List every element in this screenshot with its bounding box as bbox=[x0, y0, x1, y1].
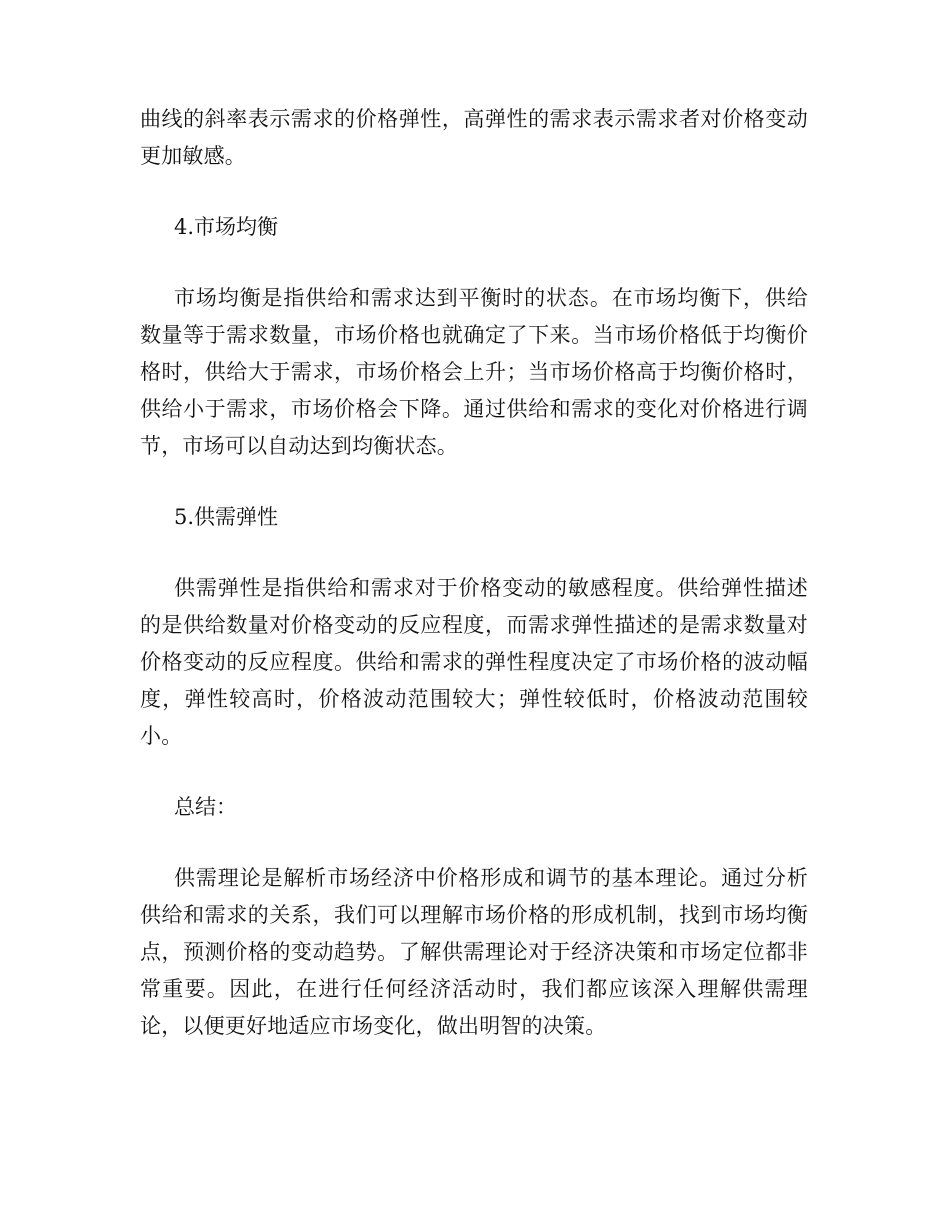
paragraph-gap bbox=[140, 175, 808, 209]
paragraph-summary: 供需理论是解析市场经济中价格形成和调节的基本理论。通过分析供给和需求的关系，我们可以理解市场价格的形成机制，找到市场均衡点，预测价格的变动趋势。了解供需理论对于经济决策和市场定位都非常重要。因此，在进行任何经济活动时，我们都应该深入理解供需理论，以便更好地适应市场变化，做出明智的决策。 bbox=[140, 866, 808, 1038]
paragraph-gap bbox=[140, 465, 808, 499]
paragraph-elasticity: 供需弹性是指供给和需求对于价格变动的敏感程度。供给弹性描述的是供给数量对价格变动的反应程度，而需求弹性描述的是需求数量对价格变动的反应程度。供给和需求的弹性程度决定了市场价格的波动幅度，弹性较高时，价格波动范围较大；弹性较低时，价格波动范围较小。 bbox=[140, 576, 808, 748]
section-heading-summary: 总结： bbox=[174, 795, 237, 819]
paragraph-gap bbox=[140, 755, 808, 789]
document-body bbox=[140, 101, 808, 1045]
paragraph-gap bbox=[140, 826, 808, 860]
paragraph-gap bbox=[140, 246, 808, 280]
paragraph-gap bbox=[140, 536, 808, 570]
paragraph-continuation: 曲线的斜率表示需求的价格弹性，高弹性的需求表示需求者对价格变动更加敏感。 bbox=[140, 107, 808, 168]
section-heading-market-equilibrium: 4.市场均衡 bbox=[174, 215, 279, 239]
section-heading-elasticity: 5.供需弹性 bbox=[174, 505, 279, 529]
paragraph-market-equilibrium: 市场均衡是指供给和需求达到平衡时的状态。在市场均衡下，供给数量等于需求数量，市场价格也就确定了下来。当市场价格低于均衡价格时，供给大于需求，市场价格会上升；当市场价格高于均衡价格时，供给小于需求，市场价格会下降。通过供给和需求的变化对价格进行调节，市场可以自动达到均衡状态。 bbox=[140, 286, 808, 458]
